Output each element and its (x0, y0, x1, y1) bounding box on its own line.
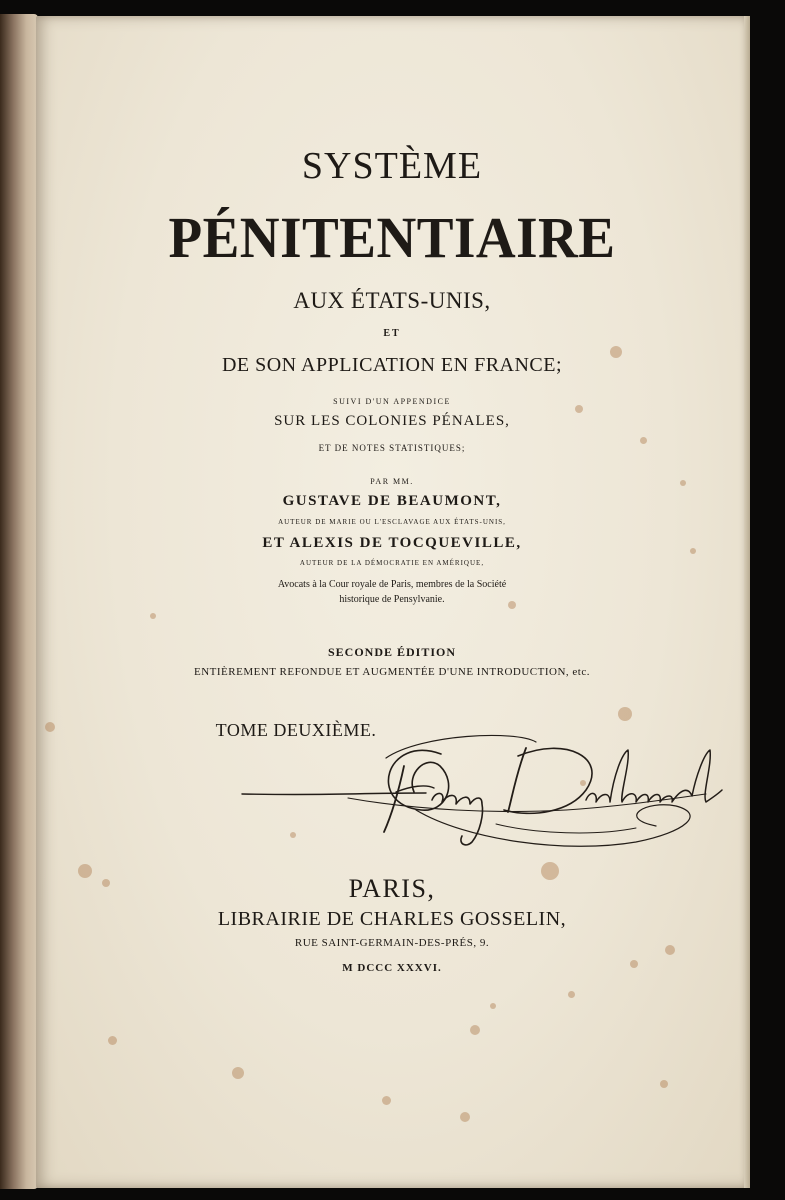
author-beaumont: GUSTAVE DE BEAUMONT, (282, 493, 502, 509)
author-tocqueville: ET ALEXIS DE TOCQUEVILLE, (262, 535, 522, 551)
subtitle-colonies: SUR LES COLONIES PÉNALES, (274, 413, 510, 429)
edition-note: ENTIÈREMENT REFONDUE ET AUGMENTÉE D'UNE INTRODUCTION, etc. (194, 666, 590, 678)
book-spine (0, 14, 38, 1189)
imprint-publisher: LIBRAIRIE DE CHARLES GOSSELIN, (217, 908, 567, 930)
author-beaumont-note: AUTEUR DE MARIE OU L'ESCLAVAGE AUX ÉTATS-UNIS, (278, 518, 506, 526)
title-page-text (36, 16, 748, 1188)
affiliation-line-1: Avocats à la Cour royale de Paris, membres de la Société (277, 579, 507, 590)
subtitle-et: ET (383, 328, 401, 339)
volume-label: TOME DEUXIÈME. (215, 720, 377, 740)
affiliation-line-2: historique de Pensylvanie. (339, 594, 445, 605)
title-line-systeme: SYSTÈME (301, 145, 483, 187)
author-tocqueville-note: AUTEUR DE LA DÉMOCRATIE EN AMÉRIQUE, (299, 559, 485, 567)
subtitle-suivi: SUIVI D'UN APPENDICE (333, 397, 451, 406)
imprint-address: RUE SAINT-GERMAIN-DES-PRÉS, 9. (294, 937, 490, 949)
subtitle-application: DE SON APPLICATION EN FRANCE; (221, 354, 563, 376)
imprint-year: M DCCC XXXVI. (342, 962, 442, 974)
imprint-city: PARIS, (348, 874, 436, 903)
edition-label: SECONDE ÉDITION (327, 645, 457, 659)
authors-par: PAR MM. (370, 477, 414, 486)
handwritten-signature (236, 714, 726, 864)
title-line-penitentiaire: PÉNITENTIAIRE (168, 205, 616, 270)
subtitle-etats-unis: AUX ÉTATS-UNIS, (293, 288, 491, 313)
subtitle-notes: ET DE NOTES STATISTIQUES; (318, 443, 466, 453)
